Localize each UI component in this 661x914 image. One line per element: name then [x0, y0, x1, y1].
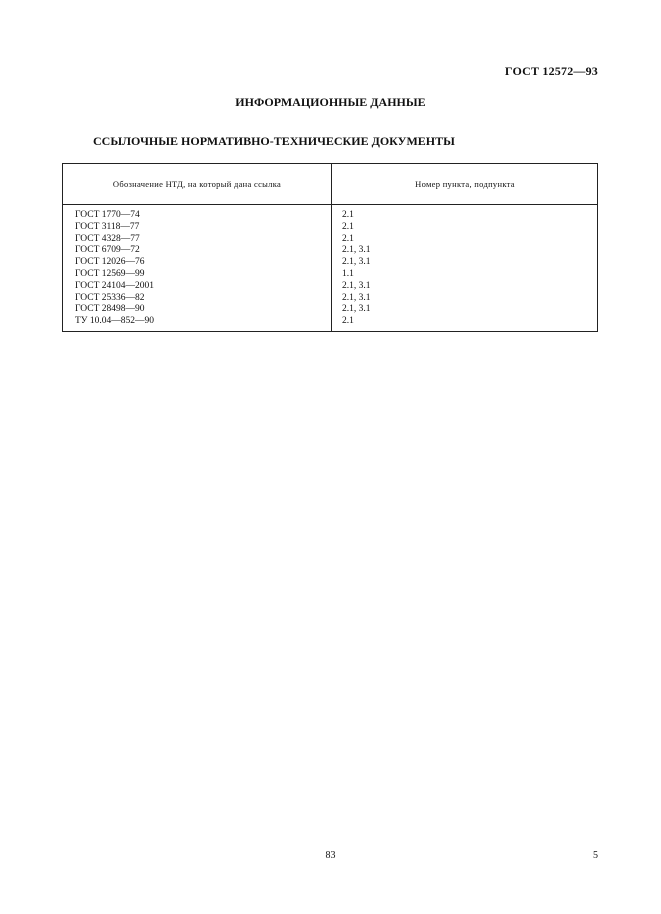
document-column	[75, 210, 154, 328]
document-code: ГОСТ 12572—93	[504, 64, 598, 78]
table-cell-clause: 2.1	[342, 221, 354, 232]
table-cell-clause: 2.1	[342, 316, 354, 327]
page-number-center: 83	[325, 850, 336, 861]
table-cell-clause: 2.1	[342, 233, 354, 244]
table-cell-document: ГОСТ 4328—77	[75, 233, 140, 244]
column-header-clause: Номер пункта, подпункта	[415, 179, 515, 189]
table-cell-document: ГОСТ 12026—76	[75, 257, 145, 268]
table-cell-document: ГОСТ 1770—74	[75, 210, 140, 220]
table-cell-clause: 2.1	[342, 210, 354, 220]
subsection-title: ССЫЛОЧНЫЕ НОРМАТИВНО-ТЕХНИЧЕСКИЕ ДОКУМЕНТЫ	[93, 134, 455, 148]
clause-column	[342, 210, 371, 328]
table-cell-document: ГОСТ 25336—82	[75, 292, 145, 303]
table-cell-document: ГОСТ 12569—99	[75, 268, 145, 279]
table-cell-clause: 1.1	[342, 268, 354, 279]
table-cell-document: ГОСТ 3118—77	[75, 221, 140, 232]
column-header-document: Обозначение НТД, на который дана ссылка	[112, 179, 282, 189]
table-cell-clause: 2.1, 3.1	[342, 292, 371, 303]
table-header-divider	[63, 204, 597, 205]
table-cell-document: ГОСТ 24104—2001	[75, 280, 154, 291]
table-cell-document: ГОСТ 28498—90	[75, 304, 145, 315]
table-cell-clause: 2.1, 3.1	[342, 245, 371, 256]
table-cell-clause: 2.1, 3.1	[342, 257, 371, 268]
table-cell-document: ТУ 10.04—852—90	[75, 316, 155, 327]
table-cell-document: ГОСТ 6709—72	[75, 245, 140, 256]
reference-table	[62, 163, 598, 332]
table-cell-clause: 2.1, 3.1	[342, 280, 371, 291]
section-title: ИНФОРМАЦИОННЫЕ ДАННЫЕ	[235, 95, 426, 109]
page-number-right: 5	[593, 850, 598, 861]
table-cell-clause: 2.1, 3.1	[342, 304, 371, 315]
